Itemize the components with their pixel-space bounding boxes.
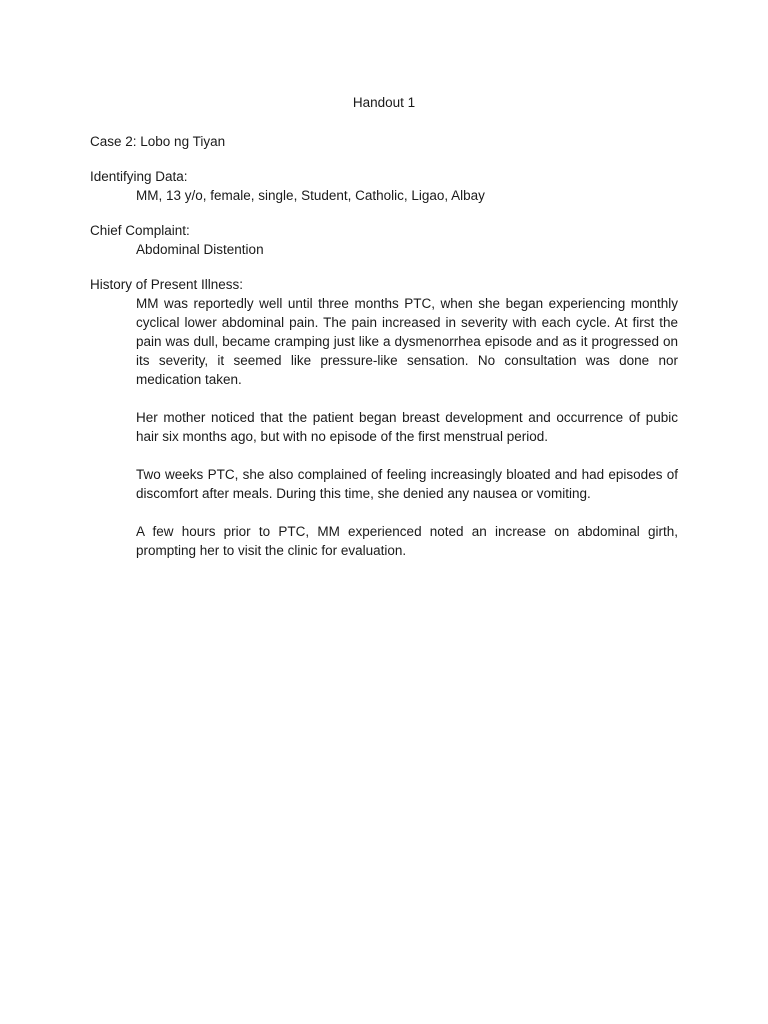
hpi-paragraph: Her mother noticed that the patient began breast development and occurrence of pubic hair six months ago, but with no episode of the first menstrual period. bbox=[136, 410, 678, 444]
case-title-section bbox=[90, 132, 680, 151]
hpi-heading: History of Present Illness: bbox=[90, 277, 244, 292]
chief-complaint-section bbox=[90, 221, 680, 259]
hpi-paragraph: Two weeks PTC, she also complained of feeling increasingly bloated and had episodes of discomfort after meals. During this time, she denied any nausea or vomiting. bbox=[136, 467, 678, 501]
document-body bbox=[90, 132, 680, 579]
document-title: Handout 1 bbox=[352, 95, 416, 110]
hpi-paragraph: MM was reportedly well until three months PTC, when she began experiencing monthly cyclical lower abdominal pain. The pain increased in severity with each cycle. At first the pain was dull, became cramping just like a dysmenorrhea episode and as it progressed on its severity, it seemed like pressure-like sensation. No consultation was done nor medication taken. bbox=[136, 296, 678, 387]
identifying-data-heading: Identifying Data: bbox=[90, 169, 188, 184]
hpi-paragraph: A few hours prior to PTC, MM experienced noted an increase on abdominal girth, prompting her to visit the clinic for evaluation. bbox=[136, 524, 678, 558]
case-title: Case 2: Lobo ng Tiyan bbox=[90, 134, 226, 149]
hpi-section bbox=[90, 275, 680, 560]
chief-complaint-value: Abdominal Distention bbox=[136, 242, 264, 257]
chief-complaint-heading: Chief Complaint: bbox=[90, 223, 190, 238]
identifying-data-section bbox=[90, 167, 680, 205]
identifying-data-value: MM, 13 y/o, female, single, Student, Catholic, Ligao, Albay bbox=[136, 188, 485, 203]
